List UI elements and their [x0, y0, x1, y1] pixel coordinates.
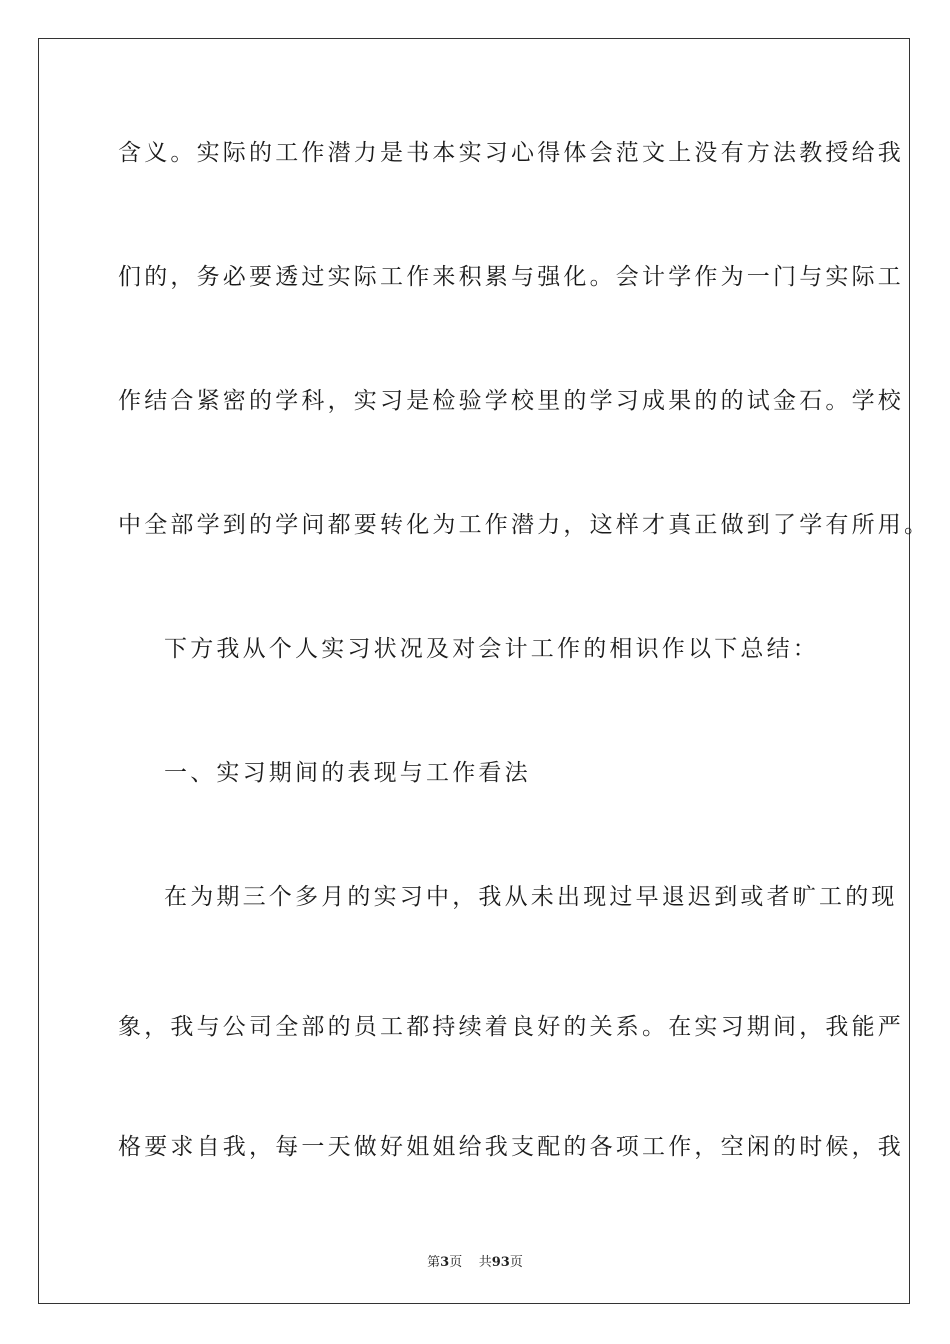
body-line-5: 下方我从个人实习状况及对会计工作的相识作以下总结： [164, 636, 819, 662]
page-border [38, 38, 931, 1304]
body-line-2: 们的，务必要透过实际工作来积累与强化。会计学作为一门与实际工 [118, 264, 904, 290]
total-prefix: 共 [478, 1255, 492, 1270]
body-line-8: 象，我与公司全部的员工都持续着良好的关系。在实习期间，我能严 [118, 1014, 904, 1040]
page-footer [0, 1251, 950, 1270]
body-line-3: 作结合紧密的学科，实习是检验学校里的学习成果的的试金石。学校 [118, 388, 904, 414]
body-line-4: 中全部学到的学问都要转化为工作潜力，这样才真正做到了学有所用。 [118, 512, 931, 538]
body-line-9: 格要求自我，每一天做好姐姐给我支配的各项工作，空闲的时候，我 [118, 1134, 904, 1160]
total-pages-number: 93 [491, 1255, 510, 1270]
section-heading: 一、实习期间的表现与工作看法 [164, 760, 531, 786]
body-line-7: 在为期三个多月的实习中，我从未出现过早退迟到或者旷工的现 [164, 884, 898, 910]
total-suffix: 页 [509, 1255, 523, 1270]
page-suffix: 页 [449, 1255, 463, 1270]
current-page-number: 3 [440, 1255, 450, 1270]
page-prefix: 第 [427, 1255, 441, 1270]
body-line-1: 含义。实际的工作潜力是书本实习心得体会范文上没有方法教授给我 [118, 140, 904, 166]
